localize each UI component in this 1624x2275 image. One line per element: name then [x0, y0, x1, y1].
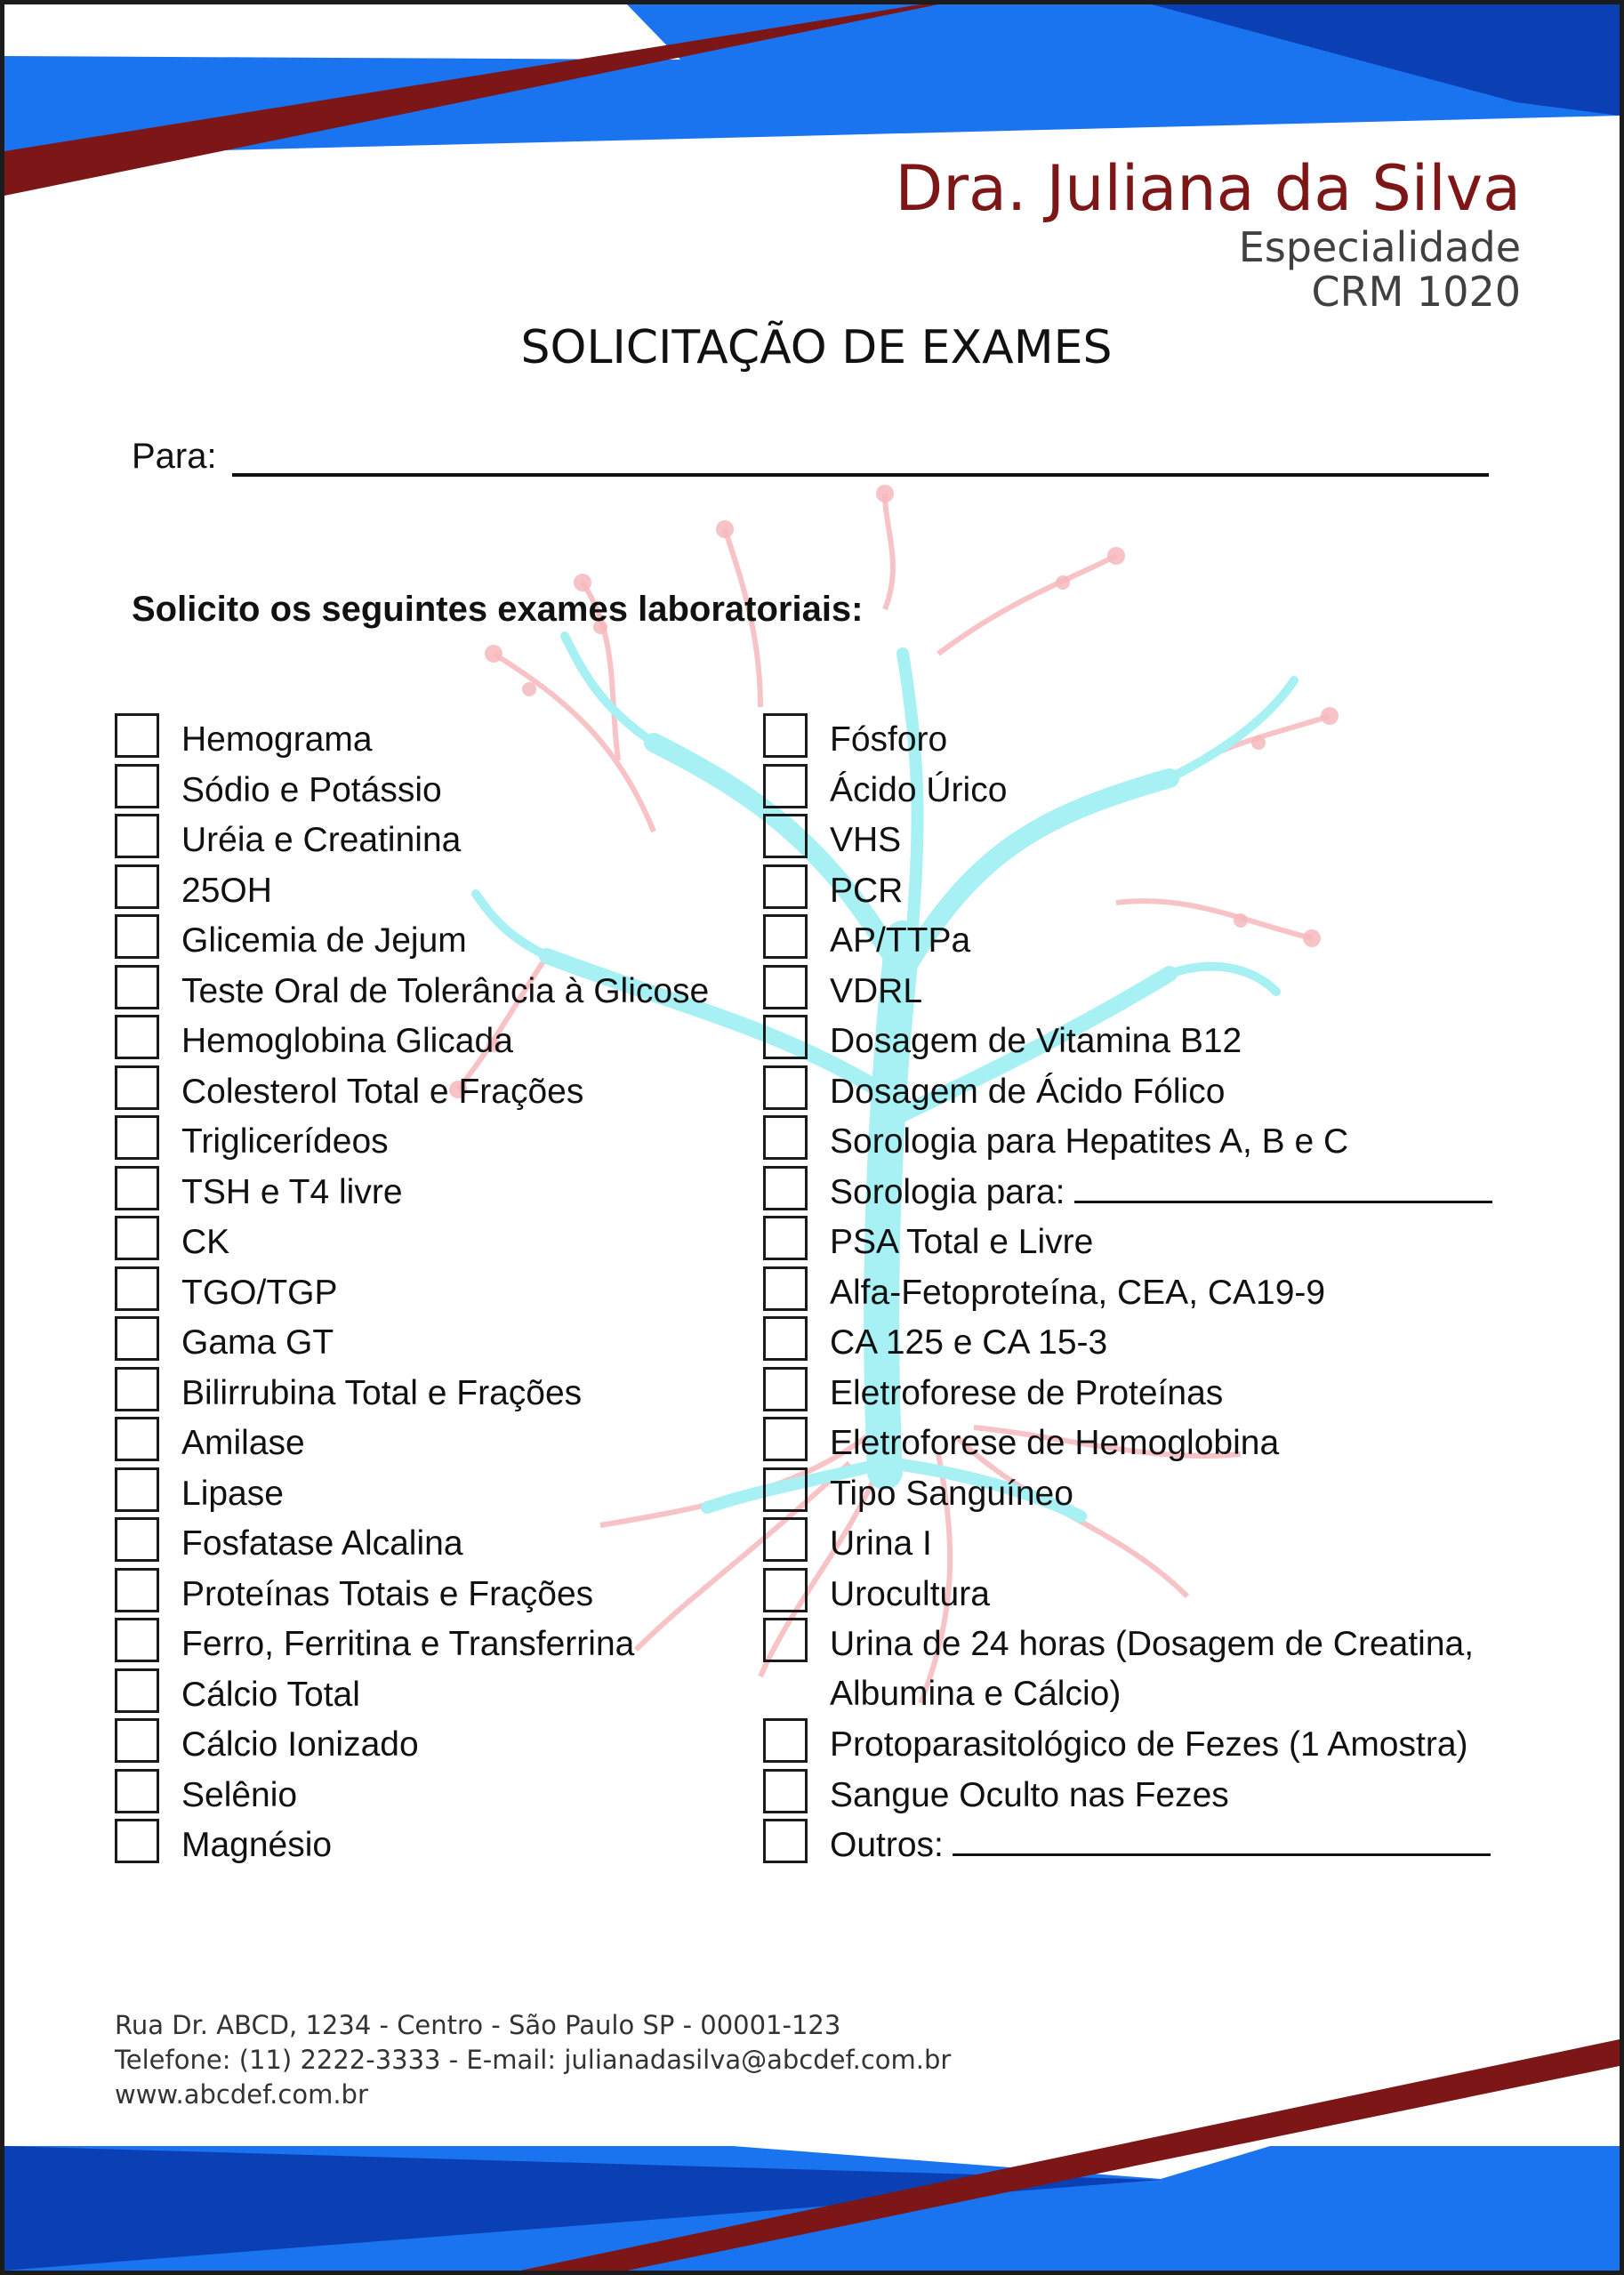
exam-checkbox[interactable]: [763, 965, 808, 1009]
exam-item[interactable]: [763, 812, 902, 862]
exam-checkbox[interactable]: [763, 1266, 808, 1311]
exam-checkbox[interactable]: [763, 1367, 808, 1411]
exam-label: Urocultura: [830, 1574, 990, 1613]
exam-checkbox[interactable]: [763, 713, 808, 758]
exam-checkbox[interactable]: [763, 1517, 808, 1562]
exam-checkbox[interactable]: [763, 1568, 808, 1612]
exam-checkbox[interactable]: [115, 1618, 159, 1662]
exam-label: Uréia e Creatinina: [181, 821, 462, 859]
exam-item[interactable]: [115, 1616, 635, 1666]
exam-checkbox[interactable]: [763, 1417, 808, 1461]
exam-item[interactable]: [115, 863, 272, 912]
exam-label: Gama GT: [181, 1323, 334, 1362]
exam-label: VHS: [830, 821, 902, 859]
exam-item[interactable]: [763, 1113, 1349, 1163]
exam-label: Triglicerídeos: [181, 1122, 389, 1161]
exam-label: Sangue Oculto nas Fezes: [830, 1775, 1229, 1814]
exam-label: PCR: [830, 871, 904, 910]
exam-checkbox[interactable]: [115, 1718, 159, 1763]
exam-item[interactable]: [115, 1214, 230, 1264]
exam-item[interactable]: [763, 1013, 1242, 1063]
exam-item[interactable]: [115, 1817, 333, 1867]
exam-label: CA 125 e CA 15-3: [830, 1323, 1108, 1362]
exam-label: 25OH: [181, 871, 272, 910]
exam-checkbox[interactable]: [763, 914, 808, 959]
exam-label: Urina I: [830, 1524, 932, 1563]
para-input-line[interactable]: [232, 473, 1489, 477]
exam-label-with-blank: [830, 1168, 1492, 1218]
exam-checkbox[interactable]: [763, 1166, 808, 1210]
exam-item[interactable]: [115, 1265, 338, 1314]
exam-item[interactable]: [115, 1566, 594, 1616]
footer-website[interactable]: www.abcdef.com.br: [115, 2079, 368, 2110]
exam-label: Bilirrubina Total e Frações: [181, 1373, 583, 1412]
exam-label: Ferro, Ferritina e Transferrina: [181, 1625, 635, 1663]
exam-checkbox[interactable]: [115, 914, 159, 959]
exam-label: Hemograma: [181, 720, 373, 759]
exam-label: VDRL: [830, 971, 923, 1010]
exam-checkbox[interactable]: [763, 1819, 808, 1863]
exam-label-with-blank: [830, 1821, 1491, 1870]
page-title: SOLICITAÇÃO DE EXAMES: [520, 321, 1113, 374]
exam-label: Eletroforese de Proteínas: [830, 1373, 1224, 1412]
exam-checkbox[interactable]: [115, 1115, 159, 1160]
exam-item[interactable]: [115, 1716, 419, 1766]
exam-label: CK: [181, 1223, 230, 1261]
exam-checkbox[interactable]: [115, 1417, 159, 1461]
exam-item[interactable]: [763, 762, 1008, 812]
exam-item[interactable]: [115, 1013, 513, 1063]
exam-item[interactable]: [763, 1515, 932, 1565]
exam-label: Proteínas Totais e Frações: [181, 1574, 594, 1613]
request-heading: Solicito os seguintes exames laboratoriais:: [132, 590, 864, 629]
exam-item[interactable]: [763, 711, 948, 761]
exam-item[interactable]: [115, 1365, 583, 1415]
exam-label: Cálcio Ionizado: [181, 1725, 419, 1764]
doctor-specialty: Especialidade: [1238, 223, 1521, 271]
exam-label: Protoparasitológico de Fezes (1 Amostra): [830, 1725, 1468, 1764]
exam-label: Magnésio: [181, 1826, 333, 1864]
exam-label: PSA Total e Livre: [830, 1223, 1094, 1261]
exam-checkbox[interactable]: [763, 864, 808, 909]
exam-item[interactable]: [763, 1365, 1224, 1415]
exam-item[interactable]: [115, 1113, 389, 1163]
exam-item[interactable]: [763, 1164, 1065, 1214]
footer-contact: Telefone: (11) 2222-3333 - E-mail: julianadasilva@abcdef.com.br: [115, 2045, 952, 2075]
exam-item[interactable]: [115, 1164, 403, 1214]
exam-item[interactable]: [763, 963, 923, 1013]
exam-checkbox[interactable]: [115, 1367, 159, 1411]
exam-label: Sódio e Potássio: [181, 770, 442, 809]
exam-label: Sorologia para Hepatites A, B e C: [830, 1122, 1349, 1161]
exam-checkbox[interactable]: [115, 1015, 159, 1059]
exam-checkbox[interactable]: [115, 1065, 159, 1110]
exam-checkbox[interactable]: [763, 1618, 808, 1662]
exam-item[interactable]: [763, 1214, 1094, 1264]
exam-item[interactable]: [763, 1466, 1073, 1515]
exam-label: Glicemia de Jejum: [181, 921, 467, 960]
exam-item[interactable]: [115, 1515, 463, 1565]
exam-item[interactable]: [763, 863, 904, 912]
exam-item[interactable]: [763, 1767, 1229, 1817]
exam-checkbox[interactable]: [115, 1668, 159, 1713]
exam-checkbox[interactable]: [763, 1316, 808, 1361]
exam-checkbox[interactable]: [115, 965, 159, 1009]
exam-label: Lipase: [181, 1474, 284, 1513]
exam-label: TSH e T4 livre: [181, 1172, 403, 1211]
exam-label: Eletroforese de Hemoglobina: [830, 1424, 1280, 1462]
exam-label: TGO/TGP: [181, 1273, 338, 1312]
exam-checkbox[interactable]: [115, 1216, 159, 1260]
exam-item[interactable]: [115, 1314, 334, 1364]
exam-item[interactable]: [763, 1064, 1226, 1113]
exam-checkbox[interactable]: [115, 713, 159, 758]
exam-checkbox[interactable]: [115, 1166, 159, 1210]
exam-item[interactable]: [763, 1817, 944, 1867]
exam-item[interactable]: [115, 1466, 284, 1515]
exam-item[interactable]: [763, 1415, 1280, 1465]
exam-checkbox[interactable]: [115, 764, 159, 808]
exam-item[interactable]: [115, 1767, 298, 1817]
exam-item[interactable]: [763, 1566, 990, 1616]
exam-checkbox[interactable]: [115, 864, 159, 909]
exam-label: Tipo Sanguíneo: [830, 1474, 1073, 1513]
exam-checkbox[interactable]: [115, 1316, 159, 1361]
exam-checkbox[interactable]: [115, 814, 159, 858]
exam-checkbox[interactable]: [763, 1718, 808, 1763]
exam-label: Dosagem de Ácido Fólico: [830, 1072, 1226, 1111]
exam-label: Cálcio Total: [181, 1675, 360, 1714]
exam-label-text: Sorologia para:: [830, 1172, 1065, 1211]
exam-item[interactable]: [115, 812, 462, 862]
exam-item[interactable]: [115, 1064, 584, 1113]
sorologia-fill-line[interactable]: [1074, 1169, 1492, 1203]
exam-checkbox[interactable]: [115, 1467, 159, 1512]
exam-item[interactable]: [115, 1415, 305, 1465]
exam-checkbox[interactable]: [763, 764, 808, 808]
exam-checkbox[interactable]: [763, 1769, 808, 1813]
exam-label-text: Outros:: [830, 1826, 944, 1864]
exam-checkbox[interactable]: [763, 814, 808, 858]
exam-checkbox[interactable]: [763, 1467, 808, 1512]
exam-label: Amilase: [181, 1424, 305, 1462]
exam-label: Ácido Úrico: [830, 770, 1008, 809]
exam-checkbox[interactable]: [763, 1216, 808, 1260]
exam-label: Colesterol Total e Frações: [181, 1072, 584, 1111]
exam-item[interactable]: [115, 1667, 360, 1716]
exam-item[interactable]: [763, 1265, 1326, 1314]
exam-label: Alfa-Fetoproteína, CEA, CA19-9: [830, 1273, 1326, 1312]
outros-fill-line[interactable]: [953, 1821, 1491, 1856]
footer-address: Rua Dr. ABCD, 1234 - Centro - São Paulo SP - 00001-123: [115, 2010, 841, 2040]
exam-label: Fósforo: [830, 720, 948, 759]
exam-label: Fosfatase Alcalina: [181, 1524, 463, 1563]
exam-item[interactable]: [115, 762, 442, 812]
exam-item[interactable]: [115, 912, 467, 962]
exam-item[interactable]: [115, 963, 710, 1013]
exam-checkbox[interactable]: [115, 1769, 159, 1813]
exam-label: AP/TTPa: [830, 921, 971, 960]
exam-label: Selênio: [181, 1775, 298, 1814]
exam-label: Teste Oral de Tolerância à Glicose: [181, 971, 710, 1010]
exam-checkbox[interactable]: [115, 1819, 159, 1863]
exam-checkbox[interactable]: [115, 1517, 159, 1562]
exam-checkbox[interactable]: [763, 1115, 808, 1160]
exam-label: Hemoglobina Glicada: [181, 1022, 513, 1060]
exam-item[interactable]: [763, 1616, 1475, 1716]
exam-item[interactable]: [763, 1716, 1468, 1766]
doctor-name: Dra. Juliana da Silva: [895, 152, 1521, 225]
exam-checkbox[interactable]: [763, 1065, 808, 1110]
exam-item[interactable]: [763, 1314, 1108, 1364]
exam-label: Dosagem de Vitamina B12: [830, 1022, 1242, 1060]
para-label: Para:: [132, 437, 217, 476]
doctor-crm: CRM 1020: [1311, 268, 1521, 316]
exam-item[interactable]: [115, 711, 373, 761]
exam-checkbox[interactable]: [763, 1015, 808, 1059]
exam-checkbox[interactable]: [115, 1568, 159, 1612]
exam-checkbox[interactable]: [115, 1266, 159, 1311]
exam-label: Urina de 24 horas (Dosagem de Creatina, Albumina e Cálcio): [830, 1625, 1475, 1713]
top-white-wedge: [4, 4, 680, 60]
exam-item[interactable]: [763, 912, 971, 962]
